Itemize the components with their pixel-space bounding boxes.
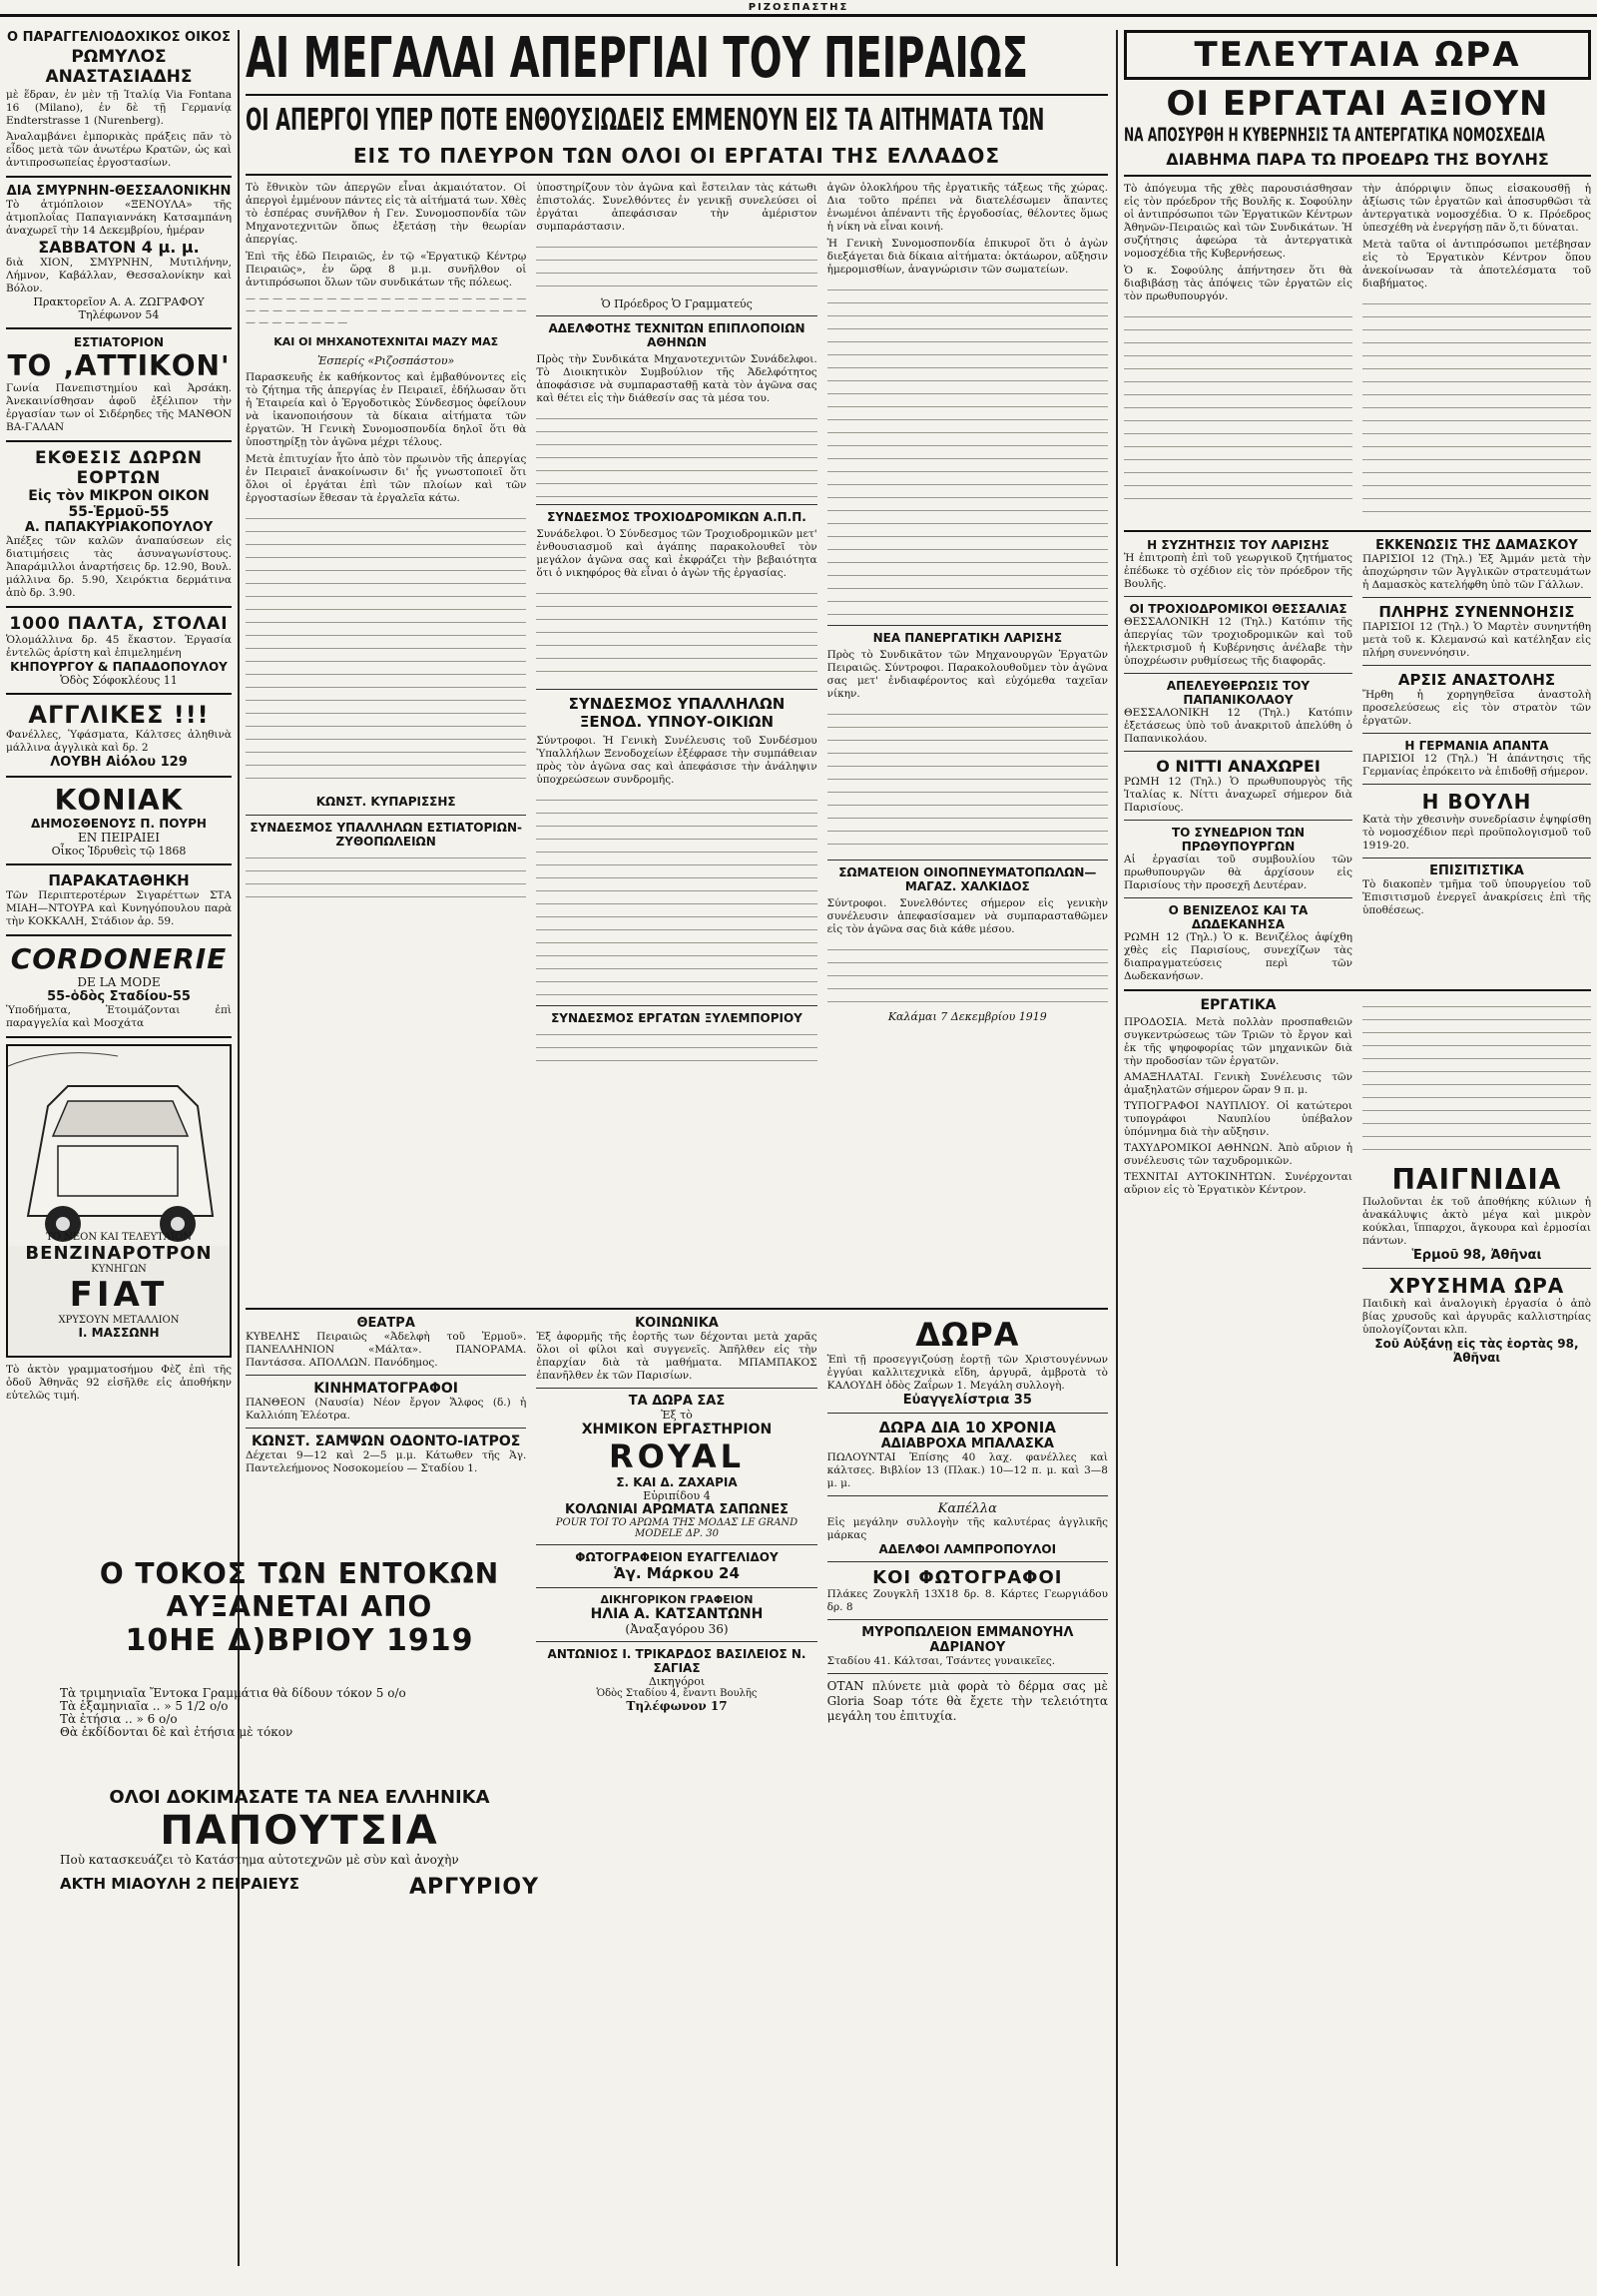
social-column	[536, 1316, 816, 1724]
deposit-text: Τῶν Περιπτεροτέρων Σιγαρέττων ΣΤΑ ΜΙΑΗ—ΝΤΟΥΡΑ καὶ Κυνηγόπουλου παρὰ τὴν ΚΟΚΚΑΛΗ, Στάδιον ἀρ. 59.	[6, 889, 232, 927]
smyrna-day: ΣΑΒΒΑΤΟΝ 4 μ. μ.	[38, 238, 200, 257]
smyrna-phone: Τηλέφωνον 54	[78, 308, 160, 321]
cinema-heading: ΚΙΝΗΜΑΤΟΓΡΑΦΟΙ	[313, 1381, 459, 1397]
news-text: Κατὰ τὴν χθεσινὴν συνεδρίασιν ἐψηφίσθη τὸ νομοσχέδιον περὶ προϋπολογισμοῦ τοῦ 1919-20.	[1362, 814, 1591, 852]
subhead: ΣΩΜΑΤΕΙΟΝ ΟΙΝΟΠΝΕΥΜΑΤΟΠΩΛΩΝ—ΜΑΓΑΖ. ΧΑΛΚΙΔΟΣ	[838, 865, 1097, 893]
office-name: ΗΛΙΑ Α. ΚΑΤΣΑΝΤΩΝΗ	[590, 1606, 764, 1622]
office-heading: ΔΙΚΗΓΟΡΙΚΟΝ ΓΡΑΦΕΙΟΝ	[600, 1593, 754, 1606]
dora-heading: ΔΩΡΑ	[915, 1316, 1020, 1354]
latest-news-column	[1124, 30, 1591, 2266]
exhibit-addr: 55-Ἑρμοῦ-55	[68, 504, 170, 520]
toys-text: Πωλοῦνται ἐκ τοῦ ἀποθήκης κύλιων ἡ ἀνακάλυψις ἀκτὸ μέγα καὶ μικρὸν κούκλαι, ἵππαρχοι, ἄγκουρα καὶ ἐρμοσίαι πάντων.	[1362, 1196, 1591, 1247]
gifts-lab: ΧΗΜΙΚΟΝ ΕΡΓΑΣΤΗΡΙΟΝ	[581, 1422, 773, 1437]
news-heading: Η ΓΕΡΜΑΝΙΑ ΑΠΑΝΤΑ	[1404, 739, 1549, 753]
theatre-text: ΚΥΒΕΛΗΣ Πειραιῶς «Ἀδελφὴ τοῦ Ἐρμοῦ». ΠΑΝΕΛΛΗΝΙΟΝ «Μάλτα». ΠΑΝΟΡΑΜΑ. Παντάσσα. ΑΠΟΛΛΩΝ. Πανόδημος.	[246, 1331, 527, 1369]
restaurant-text: Γωνία Πανεπιστημίου καὶ Ἀρσάκη. Ἀνεκαινίσθησαν ἀφοῦ ἐξέλιπον τὴν ἐργασίαν των οἱ Σιδέρηδες τῆς ΜΑΝΘΟΝ ΒΑ-ΓΑΛΑΝ	[6, 382, 232, 433]
rate-ad	[60, 1557, 539, 1677]
benzina-top: ΤΟ ΝΕΟΝ ΚΑΙ ΤΕΛΕΥΤΑΙΟΝ	[46, 1232, 192, 1243]
rate-row: Τὰ τριμηνιαῖα Ἔντοκα Γραμμάτια θὰ δίδουν τόκον 5 ο/ο	[60, 1687, 406, 1700]
news-heading: ΤΟ ΣΥΝΕΔΡΙΟΝ ΤΩΝ ΠΡΩΘΥΠΟΥΡΓΩΝ	[1171, 826, 1306, 854]
news-heading: ΟΙ ΤΡΟΧΙΟΔΡΟΜΙΚΟΙ ΘΕΣΣΑΛΙΑΣ	[1129, 602, 1347, 616]
koniak-title: ΚΟΝΙΑΚ	[54, 784, 184, 817]
paragraph: τὴν ἀπόρριψιν ὅπως εἰσακουσθῇ ἡ ἀξίωσις τῶν ἐργατῶν καὶ ἀποσυρθῶσι τὰ ἀντεργατικὰ νομοσχέδια. Ὁ κ. Πρόεδρος ὑπεσχέθη νὰ ἐνεργήσῃ πᾶν ὅ,τι δύναται.	[1362, 183, 1591, 234]
subhead: ΑΔΕΛΦΟΤΗΣ ΤΕΧΝΙΤΩΝ ΕΠΙΠΛΟΠΟΙΩΝ ΑΘΗΝΩΝ	[548, 321, 805, 349]
soap-slogan: ΟΤΑΝ πλύνετε μιὰ φορὰ τὸ δέρμα σας μὲ Gloria Soap τότε θὰ ἔχετε τὴν τελειότητα μεγάλη του ἐπιτυχία.	[826, 1679, 1108, 1723]
dora-addr: Εὐαγγελίστρια 35	[902, 1393, 1032, 1408]
office-addr: (Ἀναξαγόρου 36)	[625, 1622, 729, 1636]
text-body	[246, 509, 526, 789]
news-heading: Ο ΝΙΤΤΙ ΑΝΑΧΩΡΕΙ	[1156, 757, 1321, 776]
text-body	[246, 849, 526, 908]
source: Ἑσπερίς «Ριζοσπάστου»	[317, 354, 455, 367]
smyrna-title: ΔΙΑ ΣΜΥΡΝΗΝ-ΘΕΣΣΑΛΟΝΙΚΗΝ	[6, 184, 232, 199]
shoes-heading: ΟΛΟΙ ΔΟΚΙΜΑΣΑΤΕ ΤΑ ΝΕΑ ΕΛΛΗΝΙΚΑ	[109, 1787, 490, 1808]
coats-text: Ὁλομάλλινα δρ. 45 ἕκαστον. Ἐργασία ἐντελῶς ἀρίστη καὶ ἐπιμελημένη	[6, 634, 232, 659]
news-heading: ΑΠΕΛΕΥΘΕΡΩΣΙΣ ΤΟΥ ΠΑΠΑΝΙΚΟΛΑΟΥ	[1166, 679, 1311, 707]
house-title: Ο ΠΑΡΑΓΓΕΛΙΟΔΟΧΙΚΟΣ ΟΙΚΟΣ	[7, 30, 231, 45]
news-text: ΠΑΡΙΣΙΟΙ 12 (Τηλ.) Ἐξ Ἀμμάν μετὰ τὴν ἀποχώρησιν τῶν Ἀγγλικῶν στρατευμάτων ἡ Δαμασκὸς κατελήφθη ὑπὸ τῶν Γάλλων.	[1362, 553, 1591, 591]
benzina-medal: ΧΡΥΣΟΥΝ ΜΕΤΑΛΛΙΟΝ	[58, 1315, 180, 1326]
shoes-name: ΑΡΓΥΡΙΟΥ	[408, 1875, 539, 1900]
main-subheadline2: ΕΙΣ ΤΟ ΠΛΕΥΡΟΝ ΤΩΝ ΟΛΟΙ ΟΙ ΕΡΓΑΤΑΙ ΤΗΣ ΕΛΛΑΔΟΣ	[352, 144, 1000, 168]
news-text: ΘΕΣΣΑΛΟΝΙΚΗ 12 (Τηλ.) Κατόπιν ἐξετάσεως ὑπὸ τοῦ ἀνακριτοῦ ἀπελύθη ὁ Παπανικολάου.	[1124, 707, 1352, 745]
gifts-column	[827, 1316, 1108, 1724]
photo-heading: ΦΩΤΟΓΡΑΦΕΙΟΝ ΕΥΑΓΓΕΛΙΔΟΥ	[575, 1550, 779, 1564]
umbrella-heading: ΔΩΡΑ ΔΙΑ 10 ΧΡΟΝΙΑ	[878, 1419, 1056, 1436]
benzina-ad	[6, 1044, 232, 1358]
subhead: ΣΥΝΔΕΣΜΟΣ ΤΡΟΧΙΟΔΡΟΜΙΚΩΝ Α.Π.Π.	[547, 510, 806, 524]
photographers-text: Πλάκες Ζουγκλῆ 13Χ18 δρ. 8. Κάρτες Γεωργιάδου δρ. 8	[826, 1588, 1108, 1613]
dentist-name: ΚΩΝΣΤ. ΣΑΜΨΩΝ ΟΔΟΝΤΟ-ΙΑΤΡΟΣ	[251, 1434, 521, 1449]
paragraph: Συνάδελφοι. Ὁ Σύνδεσμος τῶν Τροχιοδρομικῶν μετ' ἐνθουσιασμοῦ καὶ ἀγάπης παρακολουθεῖ τὸν μεγάλον ἀγῶνα σας καὶ ἐκφράζει τὴν βεβαιότητα ὅτι ὁ νικηφόρος θὰ εἶναι ὁ ἀγὼν τῆς ἐργασίας.	[536, 528, 817, 579]
news-text: ΘΕΣΣΑΛΟΝΙΚΗ 12 (Τηλ.) Κατόπιν τῆς ἀπεργίας τῶν τροχιοδρομικῶν καὶ τοῦ ἠλεκτρισμοῦ ἡ Κυβέρνησις ἀνέλαβε τὴν ὑποχρέωσιν ρυθμίσεως τῆς διαφορᾶς.	[1124, 616, 1352, 667]
right-subhead2: ΔΙΑΒΗΜΑ ΠΑΡΑ ΤΩ ΠΡΟΕΔΡΩ ΤΗΣ ΒΟΥΛΗΣ	[1166, 150, 1549, 169]
perfumery-text: Σταδίου 41. Κάλτσαι, Τσάντες γυναικεῖες.	[826, 1655, 1056, 1667]
text-body	[827, 940, 1108, 1010]
cordonerie-addr: 55-ὁδὸς Σταδίου-55	[47, 989, 191, 1004]
news-heading: Η ΣΥΖΗΤΗΣΙΣ ΤΟΥ ΛΑΡΙΣΗΣ	[1147, 538, 1330, 552]
house-text: μὲ ἕδραν, ἐν μὲν τῇ Ἰταλίᾳ Via Fontana 16 (Milano), ἐν δὲ τῇ Γερμανίᾳ Endterstrasse 1 (Nurenberg).	[6, 89, 232, 127]
benzina-dealer: Ι. ΜΑΣΣΩΝΗ	[78, 1326, 160, 1340]
news-text: ΡΩΜΗ 12 (Τηλ.) Ὁ πρωθυπουργὸς τῆς Ἰταλίας κ. Νίττι ἀναχωρεῖ σήμερον διὰ Παρισίους.	[1124, 776, 1352, 814]
restaurant-label: ΕΣΤΙΑΤΟΡΙΟΝ	[73, 335, 165, 349]
dora-text: Ἐπὶ τῇ προσεγγιζούσῃ ἑορτῇ τῶν Χριστουγέννων ἐγγύαι καλλιτεχνικὰ εἴδη, ἀργυρᾶ, ἀμβροτὰ τὸ ΚΑΛΟΥΔΗ ὁδὸς Ζαΐρων 1. Μεγάλη συλλογὴ.	[826, 1354, 1108, 1392]
text-body	[1362, 997, 1591, 1157]
rate-date: 10ΗΕ Δ)ΒΡΙΟΥ 1919	[125, 1623, 474, 1658]
news-text: ΡΩΜΗ 12 (Τηλ.) Ὁ κ. Βενιζέλος ἀφίχθη χθὲς εἰς Παρισίους, συνεχίζων τὰς διαπραγματεύσεις περὶ τῶν Δωδεκανήσων.	[1124, 931, 1352, 982]
cinema-text: ΠΑΝΘΕΟΝ (Ναυσία) Νέον ἔργον Ἄλφος (δ.) ἡ Καλλιόπη Ἐλέοτρα.	[246, 1397, 527, 1422]
koniak-city: ΕΝ ΠΕΙΡΑΙΕΙ	[77, 831, 161, 845]
paragraph: Ἡ Γενικὴ Συνομοσπονδία ἐπικυροῖ ὅτι ὁ ἀγὼν διεξάγεται διὰ δίκαια αἰτήματα: ὀκτάωρον, αὔξησιν ἡμερομισθίων, ἀναγνώρισιν τῶν σωματείων.	[826, 238, 1108, 276]
lawyers-sub: Δικηγόροι	[648, 1675, 706, 1688]
text-body	[536, 1025, 816, 1065]
rate-heading2: ΑΥΞΑΝΕΤΑΙ ΑΠΟ	[166, 1590, 433, 1623]
paragraph: Τὸ ἀπόγευμα τῆς χθὲς παρουσιάσθησαν εἰς τὸν πρόεδρον τῆς Βουλῆς κ. Σοφούλην οἱ ἀντιπρόσωποι τῶν Ἐργατικῶν Κέντρων Ἀθηνῶν-Πειραιῶς καὶ τῶν Συνδικάτων. Ἡ συζήτησις ἀφεώρα τὰ ἀντεργατικὰ νομοσχέδια τῆς Κυβερνήσεως.	[1124, 183, 1352, 260]
lawyers-phone: Τηλέφωνον 17	[626, 1699, 728, 1713]
paragraph: ἀγῶν ὁλοκλήρου τῆς ἐργατικῆς τάξεως τῆς χώρας. Δια τοῦτο πρέπει νὰ διατελέσωμεν ἅπαντες ἑνωμένοι ἀπέναντι τῆς ἐργοδοσίας, θέλοντες ὅμως ἡ νίκη νὰ εἶναι κοινή.	[826, 182, 1108, 233]
benzina-brand: FIAT	[69, 1275, 169, 1315]
paragraph: Τὸ ἔθνικὸν τῶν ἀπεργῶν εἶναι ἀκμαιότατον. Οἱ ἀπεργοὶ ἐμμένουν πάντες εἰς τὰ αἰτήματά των. Χθὲς τὸ ἑσπέρας συνῆλθον ἡ Γεν. Συνομοσπονδία τῶν Μηχανοτεχνιτῶν ὅπως ἐξετάσῃ τὴν θεωρίαν ἀπεργίας.	[246, 182, 527, 246]
news-heading: ΕΠΙΣΙΤΙΣΤΙΚΑ	[1429, 863, 1524, 878]
main-headline: ΑΙ ΜΕΓΑΛΑΙ ΑΠΕΡΓΙΑΙ ΤΟΥ ΠΕΙΡΑΙΩΣ	[246, 30, 1029, 88]
lawyers-addr: Ὁδὸς Σταδίου 4, ἔναντι Βουλῆς	[596, 1688, 758, 1699]
text-body	[536, 791, 816, 1000]
gifts-items: ΚΟΛΩΝΙΑΙ ΑΡΩΜΑΤΑ ΣΑΠΩΝΕΣ	[565, 1502, 789, 1517]
dentist-text: Δέχεται 9—12 καὶ 2—5 μ.μ. Κάτωθεν τῆς Ἁγ. Παντελεήμονος Νοσοκομείου — Σταδίου 1.	[246, 1449, 527, 1474]
shoes-text: Ποὺ κατασκευάζει τὸ Κατάστημα αὐτοτεχνῶν μὲ σὺν καὶ ἀνοχὴν	[60, 1853, 459, 1867]
filler-text: — — — — — — — — — — — — — — — — — — — — — — — — — — — — — — — — — — — — — — — — — — — — — — — — — —	[246, 293, 527, 328]
news-heading: ΠΛΗΡΗΣ ΣΥΝΕΝΝΟΗΣΙΣ	[1378, 603, 1575, 621]
paragraph: Παρασκευῆς ἐκ καθήκοντος καὶ ἐμβαθύνοντες εἰς τὸ ζήτημα τῆς ἀπεργίας ἐν Πειραιεῖ, ἐδήλωσαν ὅτι ἡ Ἐταιρεία καὶ ὁ Ἐργοδοτικὸς Σύνδεσμος ὀφείλουν νὰ ἱκανοποιήσουν τὰ δίκαια αἰτήματα τῶν ἐργατῶν. Ἡ Γενικὴ Συνομοσπονδία δηλοῖ ὅτι θὰ ὑποστηρίξῃ τὸν ἀγῶνα μέχρι τέλους.	[246, 371, 527, 448]
main-subheadline: ΟΙ ΑΠΕΡΓΟΙ ΥΠΕΡ ΠΟΤΕ ΕΝΘΟΥΣΙΩΔΕΙΣ ΕΜΜΕΝΟΥΝ ΕΙΣ ΤΑ ΑΙΤΗΜΑΤΑ ΤΩΝ	[246, 103, 1045, 138]
exhibit-title: ΕΚΘΕΣΙΣ ΔΩΡΩΝ ΕΟΡΤΩΝ	[34, 448, 204, 488]
gifts-tag: POUR TOI TO ΑΡΩΜΑ ΤΗΣ ΜΟΔΑΣ LE GRAND MODELE ΔΡ. 30	[555, 1517, 798, 1539]
english-text: Φανέλλες, Ὑφάσματα, Κάλτσες ἀληθινὰ μάλλινα ἀγγλικὰ καὶ δρ. 2	[6, 729, 232, 754]
gold-heading: ΧΡΥΣΗΜΑ ΩΡΑ	[1388, 1274, 1565, 1298]
coats-shop: ΚΗΠΟΥΡΓΟΥ & ΠΑΠΑΔΟΠΟΥΛΟΥ	[10, 660, 228, 674]
gold-text: Παιδικὴ καὶ ἀναλογικὴ ἐργασία ὁ ἀπὸ βίας χρυσοῦς καὶ ἀργυρᾶς καλλιστηρίας ὑπολογίζονται κλπ.	[1362, 1298, 1591, 1336]
paragraph: Ὁ κ. Σοφούλης ἀπήντησεν ὅτι θὰ διαβιβάσῃ τὰς ἀπόψεις τῶν ἐργατῶν εἰς τὸν πρωθυπουργόν.	[1124, 265, 1352, 302]
house-text2: Ἀναλαμβάνει ἐμπορικὰς πράξεις πᾶν τὸ εἶδος μετὰ τῶν ἀνωτέρω Κρατῶν, ὡς καὶ ἀντιπροσωπείας ἐργοστασίων.	[6, 131, 232, 169]
text-body	[536, 584, 816, 684]
deposit-title: ΠΑΡΑΚΑΤΑΘΗΚΗ	[48, 871, 190, 889]
shoes-addr: ΑΚΤΗ ΜΙΑΟΥΛΗ 2 ΠΕΙΡΑΙΕΥΣ	[60, 1875, 299, 1893]
gifts-sub: Ἐξ τὸ	[661, 1409, 693, 1422]
text-body	[536, 238, 816, 297]
subhead: ΣΥΝΔΕΣΜΟΣ ΥΠΑΛΛΗΛΩΝ ΕΣΤΙΑΤΟΡΙΩΝ-ΖΥΘΟΠΩΛΕΙΩΝ	[250, 821, 522, 849]
subhead: ΝΕΑ ΠΑΝΕΡΓΑΤΙΚΗ ΛΑΡΙΣΗΣ	[872, 631, 1063, 645]
paragraph: Σύντροφοι. Συνελθόντες σήμερον εἰς γενικὴν συνέλευσιν ἀπεφασίσαμεν νὰ συμπαρασταθῶμεν εἰς τὸν ἀγῶνα σας διὰ κάθε μέσου.	[826, 897, 1108, 935]
subhead: ΣΥΝΔΕΣΜΟΣ ΕΡΓΑΤΩΝ ΞΥΛΕΜΠΟΡΙΟΥ	[551, 1011, 802, 1025]
capela-text: Εἰς μεγάλην συλλογὴν τῆς καλυτέρας ἀγγλικῆς μάρκας	[826, 1516, 1108, 1541]
restaurant-name: ΤΟ ‚ΑΤΤΙΚΟΝ'	[7, 349, 231, 382]
news-text: ΠΑΡΙΣΙΟΙ 12 (Τηλ.) Ἡ ἀπάντησις τῆς Γερμανίας ἐπρόκειτο νὰ ἐπιδοθῇ σήμερον.	[1362, 753, 1591, 778]
paragraph: Μετὰ ταῦτα οἱ ἀντιπρόσωποι μετέβησαν εἰς τὸ Ἐργατικὸν Κέντρον ὅπου ἀνεκοίνωσαν τὰ ἀποτελέσματα τοῦ διαβήματος.	[1362, 239, 1591, 289]
paragraph: Μετὰ ἐπιτυχίαν ἦτο ἀπὸ τὸν πρωινὸν τῆς ἀπεργίας ἐν Πειραιεῖ ἀνακοίνωσιν δι' ἧς γνωστοποιεῖ ὅτι ὅλοι οἱ ἐργάται ἐπὶ τῶν πλοίων καὶ τῶν ἐργοστασίων ἔθεσαν τὰ ἐργαλεῖα κάτω.	[246, 453, 527, 504]
news-heading: ΕΚΚΕΝΩΣΙΣ ΤΗΣ ΔΑΜΑΣΚΟΥ	[1375, 538, 1578, 553]
main-story	[246, 30, 1108, 1298]
photographers-heading: ΚΟΙ ΦΩΤΟΓΡΑΦΟΙ	[872, 1567, 1063, 1588]
dateline: Καλάμαι 7 Δεκεμβρίου 1919	[887, 1010, 1047, 1023]
news-text: Ἡ ἐπιτροπὴ ἐπὶ τοῦ γεωργικοῦ ζητήματος ἐπέδωκε τὸ σχέδιον εἰς τὸν πρόεδρον τῆς Βουλῆς.	[1124, 552, 1352, 590]
capela-title: Καπέλλα	[937, 1501, 997, 1516]
paragraph: Πρὸς τὴν Συνδικάτα Μηχανοτεχνιτῶν Συνάδελφοι. Τὸ Διοικητικὸν Συμβούλιον τῆς Ἀδελφότητος ἀποφάσισε νὰ συμπαρασταθῇ κατὰ τὸν ἀγῶνα σας καὶ θέτει εἰς τὴν διάθεσίν σας τὰ μέσα του.	[536, 353, 817, 404]
right-headline: ΟΙ ΕΡΓΑΤΑΙ ΑΞΙΟΥΝ	[1166, 84, 1549, 124]
signature: Ὁ Πρόεδρος Ὁ Γραμματεύς	[601, 297, 753, 310]
shoes-brand: ΠΑΠΟΥΤΣΙΑ	[160, 1808, 439, 1854]
labor-item: ΤΑΧΥΔΡΟΜΙΚΟΙ ΑΘΗΝΩΝ. Ἀπὸ αὔριον ἡ συνέλευσις τῶν ταχυδρομικῶν.	[1124, 1142, 1352, 1167]
gifts-brand: ROYAL	[609, 1437, 745, 1475]
social-heading: ΚΟΙΝΩΝΙΚΑ	[635, 1316, 719, 1331]
labor-item: ΤΥΠΟΓΡΑΦΟΙ ΝΑΥΠΛΙΟΥ. Οἱ κατώτεροι τυπογράφοι Ναυπλίου ὑπέβαλον ὑπόμνημα διὰ τὴν αὔξησιν.	[1124, 1100, 1352, 1138]
labor-item: ΤΕΧΝΙΤΑΙ ΑΥΤΟΚΙΝΗΤΩΝ. Συνέρχονται αὔριον εἰς τὸ Ἐργατικὸν Κέντρον.	[1124, 1171, 1352, 1196]
koniak-since: Οἶκος Ἱδρυθεὶς τῷ 1868	[51, 845, 187, 858]
umbrella-sub: ΑΔΙΑΒΡΟΧΑ ΜΠΑΛΑΣΚΑ	[880, 1436, 1054, 1451]
paragraph: ὑποστηρίζουν τὸν ἀγῶνα καὶ ἔστειλαν τὰς κάτωθι ἐπιστολάς. Συνελθόντες ἐν γενικῇ συνελεύσει οἱ ἐργάται ἀπεφάσισαν τὴν ἀμέριστον συμπαράστασιν.	[536, 182, 817, 233]
masthead-strip: ΡΙΖΟΣΠΑΣΤΗΣ	[0, 0, 1597, 17]
umbrella-text: ΠΩΛΟΥΝΤΑΙ Ἐπίσης 40 λαχ. φανέλλες καὶ κάλτσες. Βιβλίον 13 (Πλακ.) 10—12 π. μ. καὶ 3—8 μ. μ.	[826, 1451, 1108, 1489]
exhibit-owner: Α. ΠΑΠΑΚΥΡΙΑΚΟΠΟΥΛΟΥ	[24, 520, 214, 535]
brothers-name: ΑΔΕΛΦΟΙ ΛΑΜΠΡΟΠΟΥΛΟΙ	[878, 1542, 1057, 1556]
rate-rows	[60, 1687, 539, 1777]
rate-row: Τὰ ἑξαμηνιαῖα .. » 5 1/2 ο/ο	[60, 1699, 229, 1713]
social-text: Ἐξ ἀφορμῆς τῆς ἑορτῆς των δέχονται μετὰ χαρᾶς ὅλοι οἱ φίλοι καὶ συγγενεῖς. Ἀπῆλθεν εἰς τὴν ἐπαρχίαν διὰ τὰ μαθήματα. ΜΠΑΜΠΑΚΟΣ ἐπανῆλθεν ἐκ τῶν Παρισίων.	[536, 1331, 817, 1382]
text-body	[827, 281, 1108, 620]
news-heading: ΑΡΣΙΣ ΑΝΑΣΤΟΛΗΣ	[1397, 671, 1556, 689]
photo-addr: Ἁγ. Μάρκου 24	[614, 1564, 740, 1582]
koniak-maker: ΔΗΜΟΣΘΕΝΟΥΣ Π. ΠΟΥΡΗ	[31, 817, 207, 831]
rate-row: Θὰ ἐκδίδονται δὲ καὶ ἐτήσια μὲ τόκον	[60, 1725, 293, 1739]
paragraph: Ἐπὶ τῆς ἐδῶ Πειραιῶς, ἐν τῷ «Ἐργατικῷ Κέντρῳ Πειραιῶς», ἐν ὥρᾳ 8 μ.μ. συνῆλθον οἱ ἀντιπρόσωποι ὅλων τῶν συνδικάτων τῆς πόλεως.	[246, 251, 527, 288]
text-body	[827, 705, 1108, 855]
cordonerie-text: Ὑποδήματα, Ἐτοιμάζονται ἐπὶ παραγγελία καὶ Μοσχάτα	[6, 1004, 232, 1029]
news-heading: Ο ΒΕΝΙΖΕΛΟΣ ΚΑΙ ΤΑ ΔΩΔΕΚΑΝΗΣΑ	[1168, 903, 1309, 931]
story-column-3	[827, 182, 1108, 1065]
cordonerie-sub: DE LA MODE	[77, 975, 161, 989]
gold-addr: Σοῦ Αὐξάνῃ εἰς τὰς ἑορτὰς 98, Ἀθῆναι	[1374, 1337, 1579, 1365]
benzina-name: BENZINAPOTPON	[25, 1243, 213, 1264]
labor-item: ΠΡΟΔΟΣΙΑ. Μετὰ πολλὰν προσπαθειῶν συγκεντρώσεως τῶν Τριῶν τὸ ἔργον καὶ ἐκ τῆς ψηφοφορίας τῶν μηχανικῶν διὰ τὴν προδοσίαν τῶν ἐργατῶν.	[1124, 1016, 1352, 1067]
rate-heading: Ο ΤΟΚΟΣ ΤΩΝ ΕΝΤΟΚΩΝ	[99, 1557, 500, 1590]
gifts-owner: Σ. ΚΑΙ Δ. ΖΑΧΑΡΙΑ	[616, 1475, 738, 1489]
shoes-ad	[60, 1787, 539, 1947]
smyrna-agent: Πρακτορεῖον Α. Α. ΖΩΓΡΑΦΟΥ	[33, 295, 205, 308]
text-body	[1362, 294, 1591, 524]
column-rule	[1116, 30, 1118, 2266]
signature: ΚΩΝΣΤ. ΚΥΠΑΡΙΣΣΗΣ	[315, 795, 456, 809]
theatre-heading: ΘΕΑΤΡΑ	[356, 1316, 415, 1331]
news-text: ΠΑΡΙΣΙΟΙ 12 (Τηλ.) Ὁ Μαρτὲν συνηντήθη μετὰ τοῦ κ. Κλεμανσώ καὶ κατέληξαν εἰς πλήρη συνεννόησιν.	[1362, 621, 1591, 659]
lawyers-names: ΑΝΤΩΝΙΟΣ Ι. ΤΡΙΚΑΡΔΟΣ ΒΑΣΙΛΕΙΟΣ Ν. ΣΑΓΙΑΣ	[547, 1647, 806, 1675]
benzina-sub: ΚΥΝΗΓΩΝ	[91, 1264, 147, 1275]
story-column-2	[536, 182, 816, 1065]
exhibit-text: Ἀπέξες τῶν καλῶν ἀναπαύσεων εἰς διατιμήσεις τὰς ἀσυναγωνίστους. Ἀπαράμιλλοι ἀναρτήσεις δρ. 12.90, Βουλ. μάλλινα δρ. 5.90, Χειρόκτια δερμάτινα ἀπὸ δρ. 3.90.	[6, 535, 232, 599]
gifts-heading: ΤΑ ΔΩΡΑ ΣΑΣ	[628, 1394, 726, 1409]
english-addr: ΛΟΥΒΗ Αἰόλου 129	[50, 755, 188, 770]
news-heading: Η ΒΟΥΛΗ	[1421, 790, 1532, 814]
subhead: ΚΑΙ ΟΙ ΜΗΧΑΝΟΤΕΧΝΙΤΑΙ ΜΑΖΥ ΜΑΣ	[273, 335, 499, 348]
text-body	[536, 409, 816, 499]
latest-banner: ΤΕΛΕΥΤΑΙΑ ΩΡΑ	[1194, 35, 1521, 75]
right-subhead: ΝΑ ΑΠΟΣΥΡΘΗ Η ΚΥΒΕΡΝΗΣΙΣ ΤΑ ΑΝΤΕΡΓΑΤΙΚΑ ΝΟΜΟΣΧΕΔΙΑ	[1124, 124, 1545, 146]
news-text: Αἱ ἐργασίαι τοῦ συμβουλίου τῶν πρωθυπουργῶν θὰ ἀρχίσουν εἰς Παρισίους τὴν προσεχῆ Δευτέραν.	[1124, 854, 1352, 891]
smyrna-text: Τὸ ἀτμόπλοιον «ΞΕΝΟΥΛΑ» τῆς ἀτμοπλοΐας Παπαγιαννάκη Κατσαμπάνη ἀναχωρεῖ τὴν 14 Δεκεμβρίου, ἡμέραν	[6, 199, 232, 237]
coats-title: 1000 ΠΑΛΤΑ, ΣΤΟΛΑΙ	[9, 614, 229, 634]
smyrna-ports: διὰ ΧΙΟΝ, ΣΜΥΡΝΗΝ, Μυτιλήνην, Λήμνον, Καβάλλαν, Θεσσαλονίκην καὶ Βόλον.	[6, 257, 232, 294]
news-text: Τὸ διακοπὲν τμῆμα τοῦ ὑπουργείου τοῦ Ἐπισιτισμοῦ ἐνεργεῖ ἀνακρίσεις ἐπὶ τῆς ὑποθέσεως.	[1362, 878, 1591, 916]
perfumery-heading: ΜΥΡΟΠΩΛΕΙΟΝ ΕΜΜΑΝΟΥΗΛ ΑΔΡΙΑΝΟΥ	[861, 1625, 1074, 1655]
toys-heading: ΠΑΙΓΝΙΔΙΑ	[1391, 1163, 1562, 1196]
cordonerie-title: CORDONERIE	[10, 942, 228, 975]
text-body	[1124, 307, 1352, 507]
house-name: ΡΩΜΥΛΟΣ ΑΝΑΣΤΑΣΙΑΔΗΣ	[45, 47, 193, 87]
toys-addr: Ἑρμοῦ 98, Ἀθῆναι	[1411, 1248, 1542, 1263]
english-title: ΑΓΓΛΙΚΕΣ !!!	[28, 701, 210, 729]
exhibit-sub: Εἰς τὸν ΜΙΚΡΟΝ ΟΙΚΟΝ	[28, 488, 210, 504]
coats-addr: Ὁδὸς Σόφοκλέους 11	[60, 674, 178, 687]
paragraph: Πρὸς τὸ Συνδικᾶτον τῶν Μηχανουργῶν Ἐργατῶν Πειραιῶς. Σύντροφοι. Παρακολουθοῦμεν τὸν ἀγῶνα σας μετ' ἐνδιαφέροντος καὶ εὐχόμεθα ταχεῖαν νίκην.	[826, 649, 1108, 700]
paragraph: Σύντροφοι. Ἡ Γενικὴ Συνέλευσις τοῦ Συνδέσμου Ὑπαλλήλων Ξενοδοχείων ἐξέφρασε τὴν συμπάθειαν πρὸς τὸν ἀγῶνα σας καὶ ἀπεφάσισε τὴν ἀνάληψιν ὑποχρεώσεων συνδρομῆς.	[536, 735, 817, 786]
benzina-note: Τὸ ἀκτὸν γραμματοσήμου Φὲζ ἐπὶ τῆς ὁδοῦ Ἀθηνᾶς 92 εἰσῆλθε εἰς ἀποθήκην εὐτελῶς τιμή.	[6, 1364, 232, 1402]
labor-heading: ΕΡΓΑΤΙΚΑ	[1200, 997, 1277, 1013]
gifts-addr: Εὐριπίδου 4	[643, 1489, 711, 1502]
car-illustration	[8, 1046, 230, 1246]
story-column-1	[246, 182, 526, 1065]
labor-item: ΑΜΑΞΗΛΑΤΑΙ. Γενικὴ Συνέλευσις τῶν ἀμαξηλατῶν σήμερον ὥραν 9 π. μ.	[1124, 1071, 1352, 1096]
subhead: ΣΥΝΔΕΣΜΟΣ ΥΠΑΛΛΗΛΩΝ ΞΕΝΟΔ. ΥΠΝΟΥ-ΟΙΚΙΩΝ	[568, 695, 786, 731]
news-text: Ἤρθη ἡ χορηγηθεῖσα ἀναστολὴ προσελεύσεως εἰς τὸν στρατὸν τῶν ἐργατῶν.	[1362, 689, 1591, 727]
rate-row: Τὰ ἐτήσια .. » 6 ο/ο	[60, 1712, 178, 1726]
